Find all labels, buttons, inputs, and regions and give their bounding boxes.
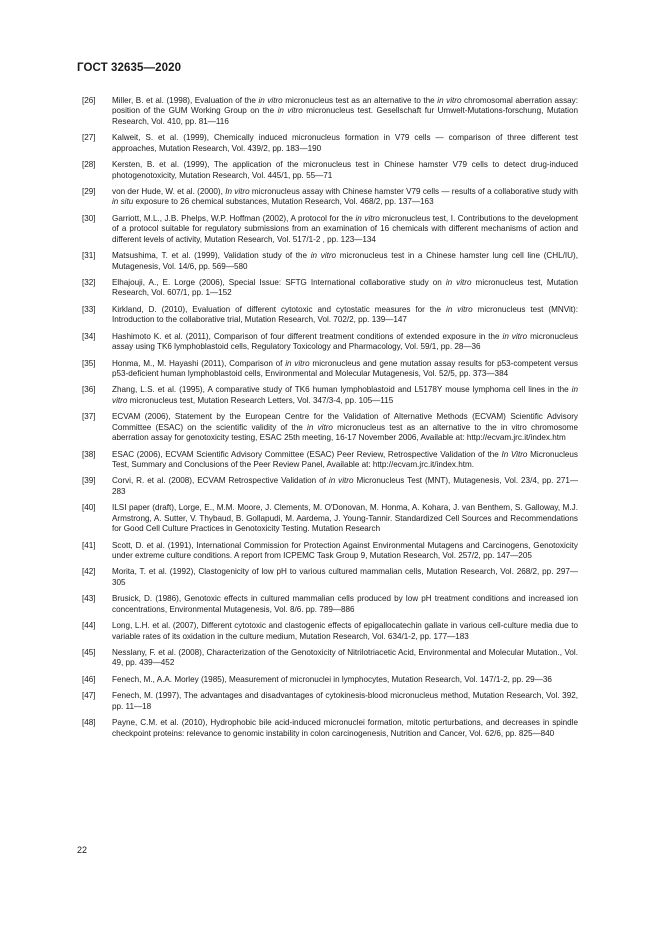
reference-number: [40] bbox=[82, 503, 96, 513]
reference-text: Honma, M., M. Hayashi (2011), Comparison of in vitro micronucleus and gene mutation assay results for p53-competent versus p53-deficient human lymphoblastoid cells, Environmental and Molecular Mutagenesis, Vol. 52/5, pp. 373—384 bbox=[112, 358, 578, 378]
reference-number: [28] bbox=[82, 160, 96, 170]
reference-number: [37] bbox=[82, 412, 96, 422]
reference-text: von der Hude, W. et al. (2000), In vitro micronucleus assay with Chinese hamster V79 cells — results of a collaborative study with in situ exposure to 26 chemical substances, Mutation Research, Vol. 468/2, pp. 137—163 bbox=[112, 186, 578, 207]
reference-item bbox=[82, 359, 578, 380]
reference-item bbox=[82, 621, 578, 642]
reference-item bbox=[82, 187, 578, 208]
reference-item bbox=[82, 251, 578, 272]
reference-text: ECVAM (2006), Statement by the European Centre for the Validation of Alternative Methods (ECVAM) Scientific Advisory Committee (ESAC) on the scientific validity of the in vitro micronucleus test as an alternative to the in vitro chromosome aberration assay for genotoxicity testing, ESAC 25th meeting, 16-17 November 2006, Available at: http://ecvam.jrc.it/index.htm bbox=[112, 412, 578, 443]
reference-item bbox=[82, 541, 578, 562]
reference-text: Scott, D. et al. (1991), International Commission for Protection Against Environmental Mutagens and Carcinogens, Genotoxicity under extreme culture conditions. A report from ICPEMC Task Group 9, Mutation Research, Vol. 257/2, pp. 147—205 bbox=[112, 540, 578, 560]
reference-text: Hashimoto K. et al. (2011), Comparison of four different treatment conditions of extended exposure in the in vitro micronucleus assay using TK6 lymphoblastoid cells, Regulatory Toxicology and Pharmacology, Vol. 59/1, pp. 28—36 bbox=[112, 331, 579, 352]
reference-text: Kirkland, D. (2010), Evaluation of different cytotoxic and cytostatic measures for the in vitro micronucleus test (MNVit): Introduction to the collaborative trial, Mutation Research, Vol. 702/2, pp. 139—147 bbox=[112, 304, 579, 325]
reference-text: Brusick, D. (1986), Genotoxic effects in cultured mammalian cells produced by low pH treatment conditions and increased ion concentrations, Environmental Mutagenesis, Vol. 8/6. pp. 789—886 bbox=[112, 594, 578, 614]
reference-text: Long, L.H. et al. (2007), Different cytotoxic and clastogenic effects of epigallocatechin gallate in various cell-culture media due to variable rates of its oxidation in the culture medium, Mutation Research, Vol. 634/1-2, pp. 177—183 bbox=[112, 621, 578, 641]
reference-item bbox=[82, 594, 578, 615]
reference-item bbox=[82, 450, 578, 471]
reference-number: [35] bbox=[82, 358, 96, 368]
reference-number: [31] bbox=[82, 251, 96, 261]
reference-text: Nesslany, F. et al. (2008), Characterization of the Genotoxicity of Nitrilotriacetic Acid, Environmental and Molecular Mutation., Vol. 49, pp. 439—452 bbox=[112, 647, 578, 668]
reference-number: [29] bbox=[82, 186, 96, 196]
reference-number: [30] bbox=[82, 213, 96, 223]
reference-text: Garriott, M.L., J.B. Phelps, W.P. Hoffman (2002), A protocol for the in vitro micronucleus test, I. Contributions to the development of a protocol suitable for regulatory submissions from an examination of 16 chemicals with different mechanisms of action and different levels of activity, Mutation Research, Vol. 517/1-2 , pp. 123—134 bbox=[112, 213, 578, 244]
reference-number: [45] bbox=[82, 647, 96, 657]
reference-text: Corvi, R. et al. (2008), ECVAM Retrospective Validation of in vitro Micronucleus Test (MNT), Mutagenesis, Vol. 23/4, pp. 271—283 bbox=[112, 476, 578, 496]
reference-item bbox=[82, 476, 578, 497]
reference-number: [33] bbox=[82, 304, 96, 314]
reference-number: [36] bbox=[82, 385, 96, 395]
reference-text: Elhajouji, A., E. Lorge (2006), Special Issue: SFTG International collaborative study on in vitro micronucleus test, Mutation Research, Vol. 607/1, pp. 1—152 bbox=[112, 277, 579, 298]
reference-item bbox=[82, 691, 578, 712]
reference-text: Morita, T. et al. (1992), Clastogenicity of low pH to various cultured mammalian cells, Mutation Research, Vol. 268/2, pp. 297—305 bbox=[112, 567, 578, 587]
reference-text: Miller, B. et al. (1998), Evaluation of the in vitro micronucleus test as an alternative to the in vitro chromosomal aberration assay: position of the GUM Working Group on the in vitro micronucleus test. Gesellschaft fur Umwelt-Mutations-forschung, Mutation Research, Vol. 410, pp. 81—116 bbox=[112, 96, 579, 126]
standard-header: ГОСТ 32635—2020 bbox=[77, 62, 182, 74]
reference-number: [32] bbox=[82, 277, 96, 287]
reference-item bbox=[82, 718, 578, 739]
reference-number: [44] bbox=[82, 621, 96, 631]
reference-item bbox=[82, 412, 578, 443]
reference-text: ESAC (2006), ECVAM Scientific Advisory Committee (ESAC) Peer Review, Retrospective Validation of the In Vitro Micronucleus Test, Summary and Conclusions of the Peer Review Panel, Available at: http://ecvam.jrc.it/index.htm. bbox=[112, 449, 578, 469]
reference-text: Zhang, L.S. et al. (1995), A comparative study of TK6 human lymphoblastoid and L5178Y mouse lymphoma cell lines in the in vitro micronucleus test, Mutation Research Letters, Vol. 347/3-4, pp. 105—115 bbox=[112, 385, 578, 405]
reference-number: [38] bbox=[82, 449, 96, 459]
reference-number: [42] bbox=[82, 567, 96, 577]
reference-item bbox=[82, 567, 578, 588]
reference-item bbox=[82, 648, 578, 669]
reference-text: Kersten, B. et al. (1999), The application of the micronucleus test in Chinese hamster V79 cells to detect drug-induced photogenotoxicity, Mutation Research, Vol. 445/1, pp. 55—71 bbox=[112, 160, 578, 180]
page-number: 22 bbox=[77, 845, 88, 855]
reference-text: Matsushima, T. et al. (1999), Validation study of the in vitro micronucleus test in a Chinese hamster lung cell line (CHL/IU), Mutagenesis, Vol. 14/6, pp. 569—580 bbox=[112, 251, 579, 271]
reference-text: Payne, C.M. et al. (2010), Hydrophobic bile acid-induced micronuclei formation, mitotic perturbations, and decreases in spindle checkpoint proteins: relevance to genomic instability in colon carcinogenesis, Nutrition and Cancer, Vol. 62/6, pp. 825—840 bbox=[112, 718, 578, 738]
reference-text: Fenech, M. (1997), The advantages and disadvantages of cytokinesis-blood micronucleus method, Mutation Research, Vol. 392, pp. 11—18 bbox=[112, 691, 578, 711]
reference-item bbox=[82, 503, 578, 534]
reference-list bbox=[82, 96, 578, 745]
reference-item bbox=[82, 385, 578, 406]
reference-number: [43] bbox=[82, 594, 96, 604]
reference-number: [46] bbox=[82, 674, 96, 684]
reference-text: ILSI paper (draft), Lorge, E., M.M. Moore, J. Clements, M. O'Donovan, M. Honma, A. Kohara, J. van Benthem, S. Galloway, M.J. Armstrong, A. Sutter, V. Thybaud, B. Gollapudi, M. Aardema, J. Young-Tannir. Standardized Cell Sources and Recommendations for Good Cell Culture Practices in Genotoxicity Testing. Mutation Research bbox=[112, 503, 578, 534]
reference-number: [26] bbox=[82, 96, 96, 105]
reference-item bbox=[82, 675, 578, 685]
reference-text: Fenech, M., A.A. Morley (1985), Measurement of micronuclei in lymphocytes, Mutation Research, Vol. 147/1-2, pp. 29—36 bbox=[112, 674, 552, 684]
reference-text: Kalweit, S. et al. (1999), Chemically induced micronucleus formation in V79 cells — comparison of three different test approaches, Mutation Research, Vol. 439/2, pp. 183—190 bbox=[112, 133, 578, 153]
reference-item bbox=[82, 96, 578, 127]
reference-number: [34] bbox=[82, 331, 96, 341]
reference-item bbox=[82, 133, 578, 154]
reference-item bbox=[82, 160, 578, 181]
reference-item bbox=[82, 278, 578, 299]
reference-item bbox=[82, 332, 578, 353]
reference-number: [48] bbox=[82, 718, 96, 728]
reference-number: [41] bbox=[82, 540, 96, 550]
reference-number: [27] bbox=[82, 133, 96, 143]
reference-number: [39] bbox=[82, 476, 96, 486]
reference-item bbox=[82, 214, 578, 245]
reference-item bbox=[82, 305, 578, 326]
reference-number: [47] bbox=[82, 691, 96, 701]
